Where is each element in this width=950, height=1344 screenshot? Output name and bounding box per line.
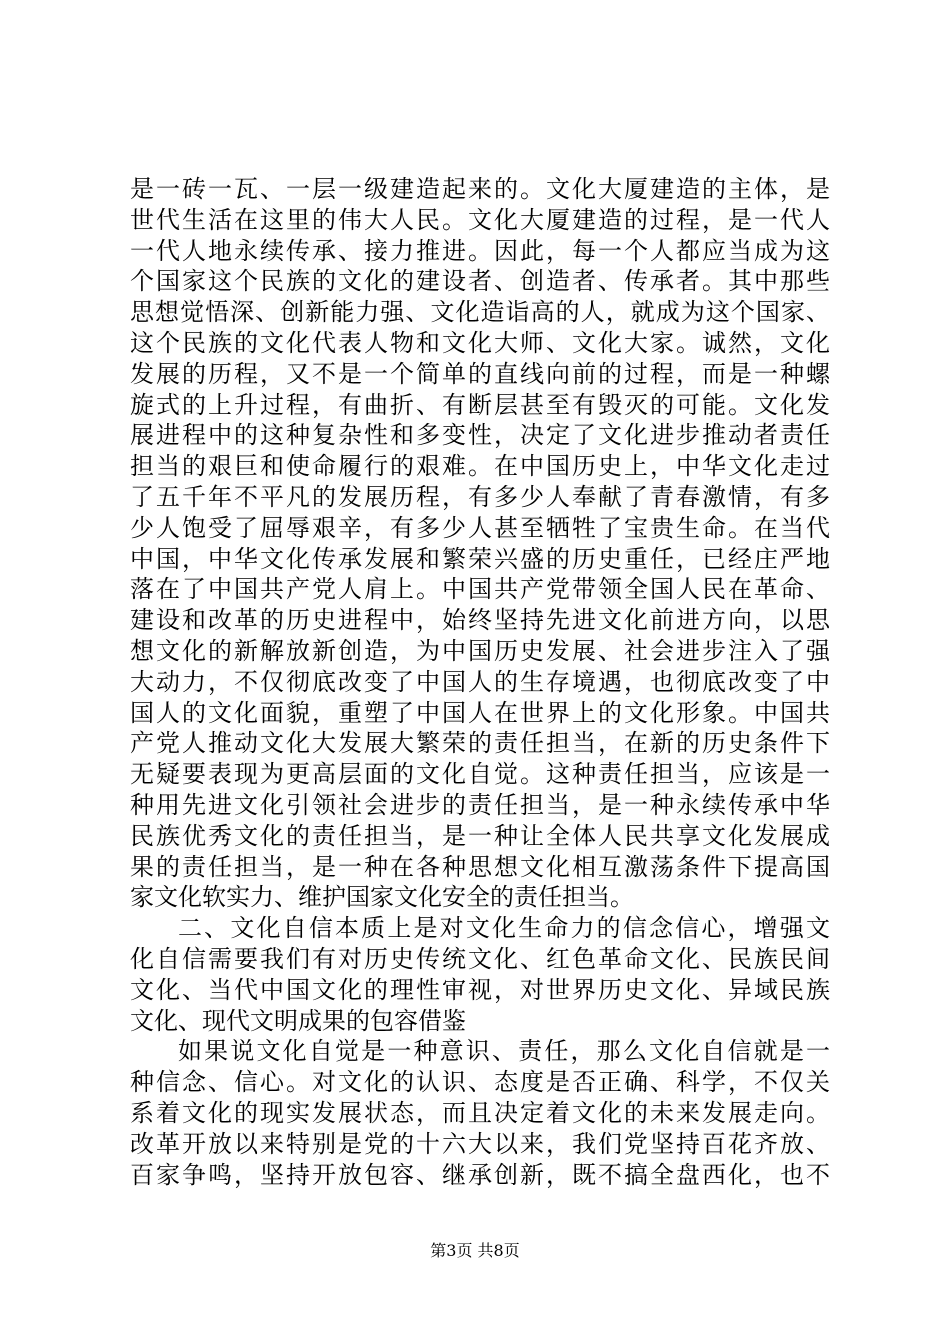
text-line: 种信念、信心。对文化的认识、态度是否正确、科学，不仅关 (130, 1068, 830, 1097)
text-line: 一代人地永续传承、接力推进。因此，每一个人都应当成为这 (130, 236, 830, 265)
text-line: 如果说文化自觉是一种意识、责任，那么文化自信就是一 (178, 1037, 830, 1066)
text-line: 种用先进文化引领社会进步的责任担当，是一种永续传承中华 (130, 790, 830, 819)
section-heading-line: 化自信需要我们有对历史传统文化、红色革命文化、民族民间 (130, 944, 830, 973)
text-line: 个国家这个民族的文化的建设者、创造者、传承者。其中那些 (130, 267, 830, 296)
text-line: 是一砖一瓦、一层一级建造起来的。文化大厦建造的主体，是 (130, 175, 830, 203)
text-line: 系着文化的现实发展状态，而且决定着文化的未来发展走向。 (130, 1098, 830, 1127)
text-line: 了五千年不平凡的发展历程，有多少人奉献了青春激情，有多 (130, 482, 830, 511)
text-line: 民族优秀文化的责任担当，是一种让全体人民共享文化发展成 (130, 821, 830, 850)
text-line: 思想觉悟深、创新能力强、文化造诣高的人，就成为这个国家、 (130, 298, 830, 327)
text-line: 改革开放以来特别是党的十六大以来，我们党坚持百花齐放、 (130, 1129, 830, 1158)
text-line: 这个民族的文化代表人物和文化大师、文化大家。诚然，文化 (130, 328, 830, 357)
text-line: 中国，中华文化传承发展和繁荣兴盛的历史重任，已经庄严地 (130, 544, 830, 573)
text-line: 旋式的上升过程，有曲折、有断层甚至有毁灭的可能。文化发 (130, 390, 830, 419)
text-line: 少人饱受了屈辱艰辛，有多少人甚至牺牲了宝贵生命。在当代 (130, 513, 830, 542)
text-line: 国人的文化面貌，重塑了中国人在世界上的文化形象。中国共 (130, 698, 830, 727)
section-heading-line: 文化、当代中国文化的理性审视，对世界历史文化、异域民族 (130, 975, 830, 1004)
section-heading-line: 文化、现代文明成果的包容借鉴 (130, 1006, 466, 1035)
text-line: 产党人推动文化大发展大繁荣的责任担当，在新的历史条件下 (130, 729, 830, 758)
text-line: 建设和改革的历史进程中，始终坚持先进文化前进方向，以思 (130, 606, 830, 635)
text-line: 果的责任担当，是一种在各种思想文化相互激荡条件下提高国 (130, 852, 830, 881)
text-line: 展进程中的这种复杂性和多变性，决定了文化进步推动者责任 (130, 421, 830, 450)
text-line: 无疑要表现为更高层面的文化自觉。这种责任担当，应该是一 (130, 760, 830, 789)
text-line: 世代生活在这里的伟大人民。文化大厦建造的过程，是一代人 (130, 205, 830, 234)
body-text (130, 174, 830, 1190)
section-heading-line: 二、文化自信本质上是对文化生命力的信念信心，增强文 (178, 914, 830, 943)
text-line: 家文化软实力、维护国家文化安全的责任担当。 (130, 883, 634, 912)
text-line: 大动力，不仅彻底改变了中国人的生存境遇，也彻底改变了中 (130, 667, 830, 696)
text-line: 担当的艰巨和使命履行的艰难。在中国历史上，中华文化走过 (130, 452, 830, 481)
text-line: 百家争鸣，坚持开放包容、继承创新，既不搞全盘西化，也不 (130, 1160, 830, 1189)
text-line: 落在了中国共产党人肩上。中国共产党带领全国人民在革命、 (130, 575, 830, 604)
page-number-footer: 第3页 共8页 (430, 1241, 520, 1260)
text-line: 想文化的新解放新创造，为中国历史发展、社会进步注入了强 (130, 636, 830, 665)
text-line: 发展的历程，又不是一个简单的直线向前的过程，而是一种螺 (130, 359, 830, 388)
